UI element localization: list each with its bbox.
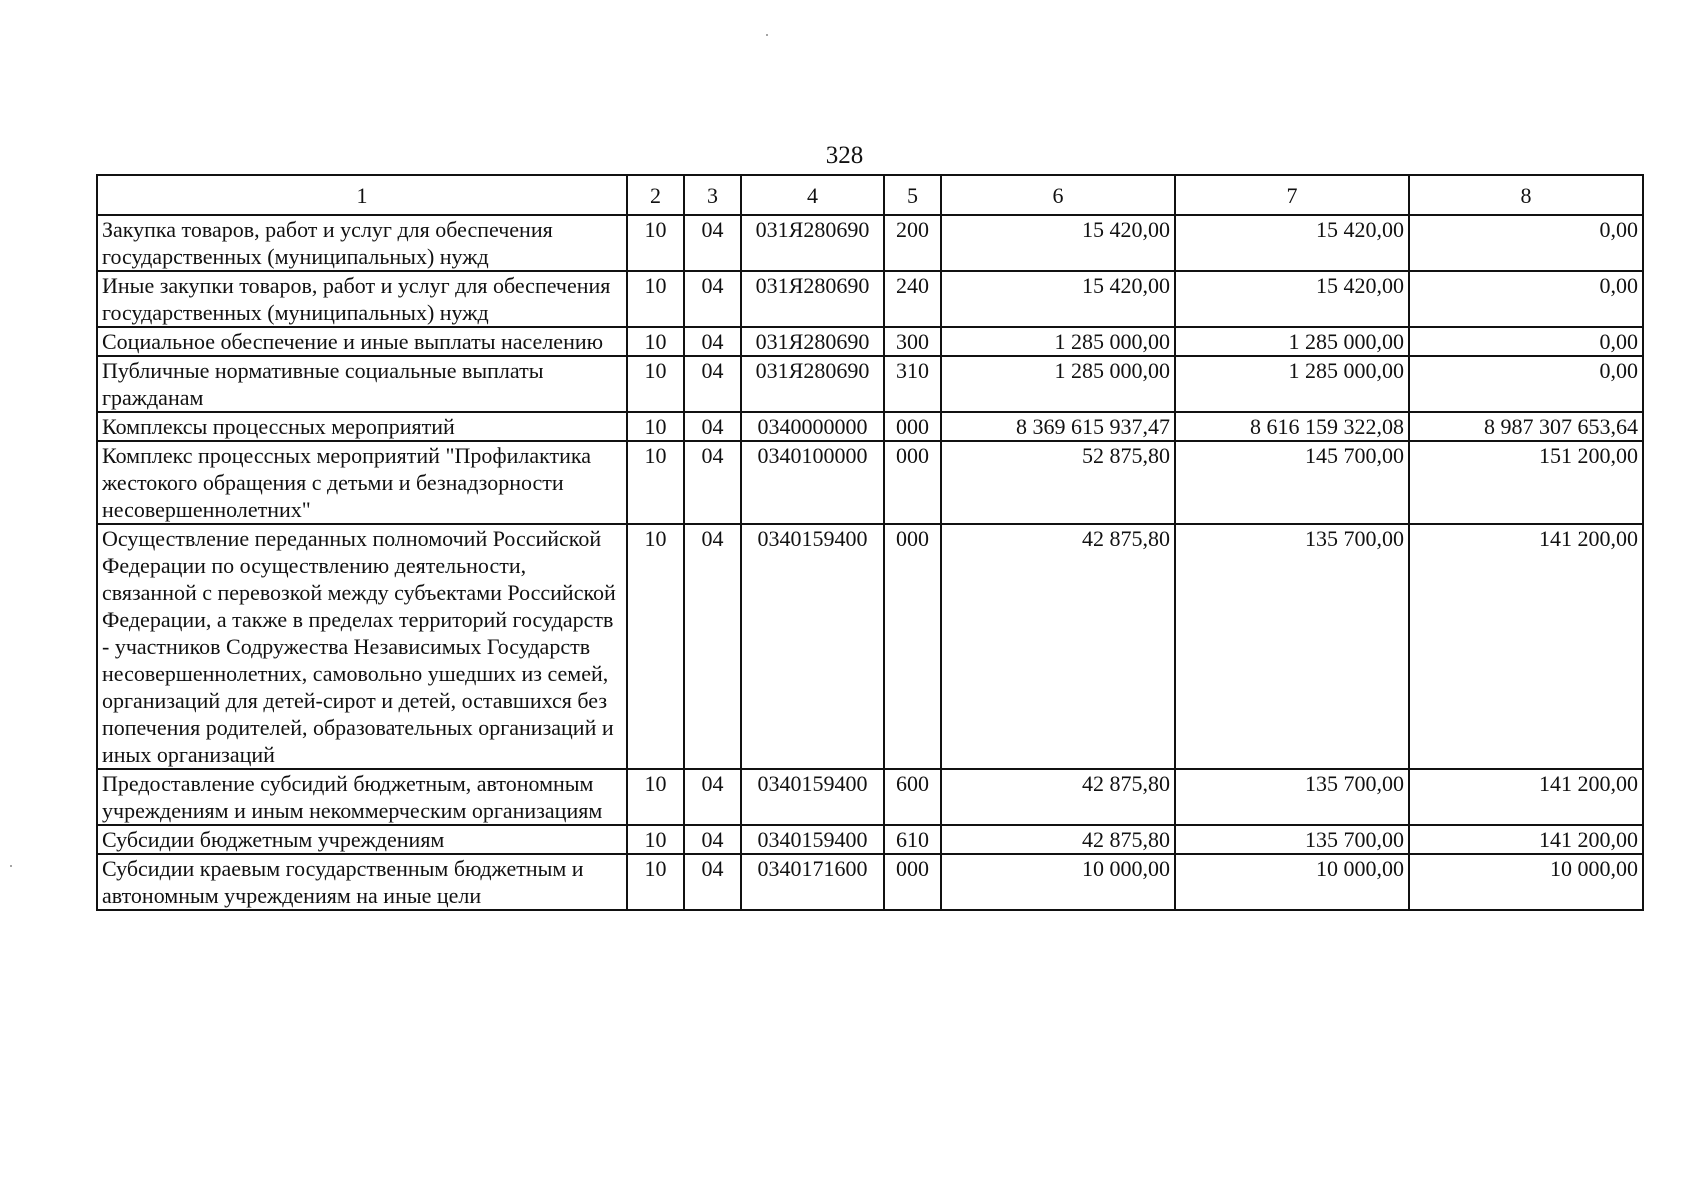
row-name: Субсидии бюджетным учреждениям <box>97 825 627 854</box>
row-expense-type: 000 <box>884 524 941 769</box>
row-amount-8: 0,00 <box>1409 271 1643 327</box>
row-target-article: 0340100000 <box>741 441 884 524</box>
row-section: 10 <box>627 412 684 441</box>
scan-speck <box>10 865 12 867</box>
col-header-1: 1 <box>97 175 627 215</box>
row-target-article: 0340171600 <box>741 854 884 910</box>
row-name: Субсидии краевым государственным бюджетным и автономным учреждениям на иные цели <box>97 854 627 910</box>
row-section: 10 <box>627 825 684 854</box>
col-header-5: 5 <box>884 175 941 215</box>
row-subsection: 04 <box>684 412 741 441</box>
col-header-7: 7 <box>1175 175 1409 215</box>
col-header-3: 3 <box>684 175 741 215</box>
row-section: 10 <box>627 271 684 327</box>
row-subsection: 04 <box>684 356 741 412</box>
row-amount-6: 10 000,00 <box>941 854 1175 910</box>
table-row <box>97 215 1643 271</box>
row-target-article: 031Я280690 <box>741 356 884 412</box>
row-amount-7: 10 000,00 <box>1175 854 1409 910</box>
row-amount-6: 42 875,80 <box>941 524 1175 769</box>
row-target-article: 031Я280690 <box>741 271 884 327</box>
table-row <box>97 271 1643 327</box>
row-amount-6: 15 420,00 <box>941 271 1175 327</box>
row-amount-6: 1 285 000,00 <box>941 327 1175 356</box>
row-amount-8: 0,00 <box>1409 356 1643 412</box>
row-amount-6: 42 875,80 <box>941 769 1175 825</box>
row-amount-8: 10 000,00 <box>1409 854 1643 910</box>
table-row <box>97 441 1643 524</box>
row-amount-7: 135 700,00 <box>1175 825 1409 854</box>
row-target-article: 031Я280690 <box>741 327 884 356</box>
row-name: Социальное обеспечение и иные выплаты населению <box>97 327 627 356</box>
row-amount-7: 135 700,00 <box>1175 769 1409 825</box>
row-amount-7: 8 616 159 322,08 <box>1175 412 1409 441</box>
row-name: Иные закупки товаров, работ и услуг для обеспечения государственных (муниципальных) нужд <box>97 271 627 327</box>
row-subsection: 04 <box>684 524 741 769</box>
row-amount-6: 8 369 615 937,47 <box>941 412 1175 441</box>
row-name: Публичные нормативные социальные выплаты гражданам <box>97 356 627 412</box>
row-expense-type: 600 <box>884 769 941 825</box>
row-amount-6: 1 285 000,00 <box>941 356 1175 412</box>
row-subsection: 04 <box>684 215 741 271</box>
row-name: Комплексы процессных мероприятий <box>97 412 627 441</box>
row-amount-6: 42 875,80 <box>941 825 1175 854</box>
row-expense-type: 000 <box>884 412 941 441</box>
row-expense-type: 610 <box>884 825 941 854</box>
row-amount-7: 135 700,00 <box>1175 524 1409 769</box>
row-subsection: 04 <box>684 327 741 356</box>
row-expense-type: 000 <box>884 441 941 524</box>
row-name: Комплекс процессных мероприятий "Профилактика жестокого обращения с детьми и безнадзорности несовершеннолетних" <box>97 441 627 524</box>
row-amount-8: 151 200,00 <box>1409 441 1643 524</box>
col-header-2: 2 <box>627 175 684 215</box>
row-section: 10 <box>627 356 684 412</box>
row-expense-type: 000 <box>884 854 941 910</box>
row-name: Предоставление субсидий бюджетным, автономным учреждениям и иным некоммерческим организациям <box>97 769 627 825</box>
row-target-article: 0340000000 <box>741 412 884 441</box>
row-target-article: 031Я280690 <box>741 215 884 271</box>
table-row <box>97 854 1643 910</box>
row-expense-type: 300 <box>884 327 941 356</box>
row-section: 10 <box>627 327 684 356</box>
col-header-8: 8 <box>1409 175 1643 215</box>
row-amount-7: 15 420,00 <box>1175 215 1409 271</box>
table-row <box>97 825 1643 854</box>
row-amount-7: 15 420,00 <box>1175 271 1409 327</box>
row-amount-8: 141 200,00 <box>1409 769 1643 825</box>
col-header-6: 6 <box>941 175 1175 215</box>
col-header-4: 4 <box>741 175 884 215</box>
table-row <box>97 327 1643 356</box>
row-target-article: 0340159400 <box>741 524 884 769</box>
row-amount-8: 8 987 307 653,64 <box>1409 412 1643 441</box>
row-amount-6: 15 420,00 <box>941 215 1175 271</box>
row-amount-8: 141 200,00 <box>1409 825 1643 854</box>
row-expense-type: 310 <box>884 356 941 412</box>
row-target-article: 0340159400 <box>741 825 884 854</box>
row-amount-7: 145 700,00 <box>1175 441 1409 524</box>
row-name: Осуществление переданных полномочий Российской Федерации по осуществлению деятельности, связанной с перевозкой между субъектами Российской Федерации, а также в пределах территорий государств - участников Содружества Независимых Государств несовершеннолетних, самовольно ушедших из семей, организаций для детей-сирот и детей, оставшихся без попечения родителей, образовательных организаций и иных организаций <box>97 524 627 769</box>
row-amount-8: 0,00 <box>1409 327 1643 356</box>
table-row <box>97 769 1643 825</box>
row-section: 10 <box>627 854 684 910</box>
budget-table <box>96 174 1644 911</box>
row-subsection: 04 <box>684 769 741 825</box>
row-subsection: 04 <box>684 854 741 910</box>
row-target-article: 0340159400 <box>741 769 884 825</box>
row-amount-7: 1 285 000,00 <box>1175 356 1409 412</box>
row-expense-type: 200 <box>884 215 941 271</box>
row-amount-6: 52 875,80 <box>941 441 1175 524</box>
scan-speck <box>766 34 768 36</box>
table-row <box>97 524 1643 769</box>
row-name: Закупка товаров, работ и услуг для обеспечения государственных (муниципальных) нужд <box>97 215 627 271</box>
row-section: 10 <box>627 524 684 769</box>
table-row <box>97 356 1643 412</box>
row-amount-7: 1 285 000,00 <box>1175 327 1409 356</box>
page-number: 328 <box>825 142 864 169</box>
table-row <box>97 412 1643 441</box>
row-section: 10 <box>627 441 684 524</box>
header-row <box>97 175 1643 215</box>
row-amount-8: 0,00 <box>1409 215 1643 271</box>
row-section: 10 <box>627 215 684 271</box>
row-subsection: 04 <box>684 825 741 854</box>
row-expense-type: 240 <box>884 271 941 327</box>
row-amount-8: 141 200,00 <box>1409 524 1643 769</box>
row-section: 10 <box>627 769 684 825</box>
row-subsection: 04 <box>684 271 741 327</box>
row-subsection: 04 <box>684 441 741 524</box>
